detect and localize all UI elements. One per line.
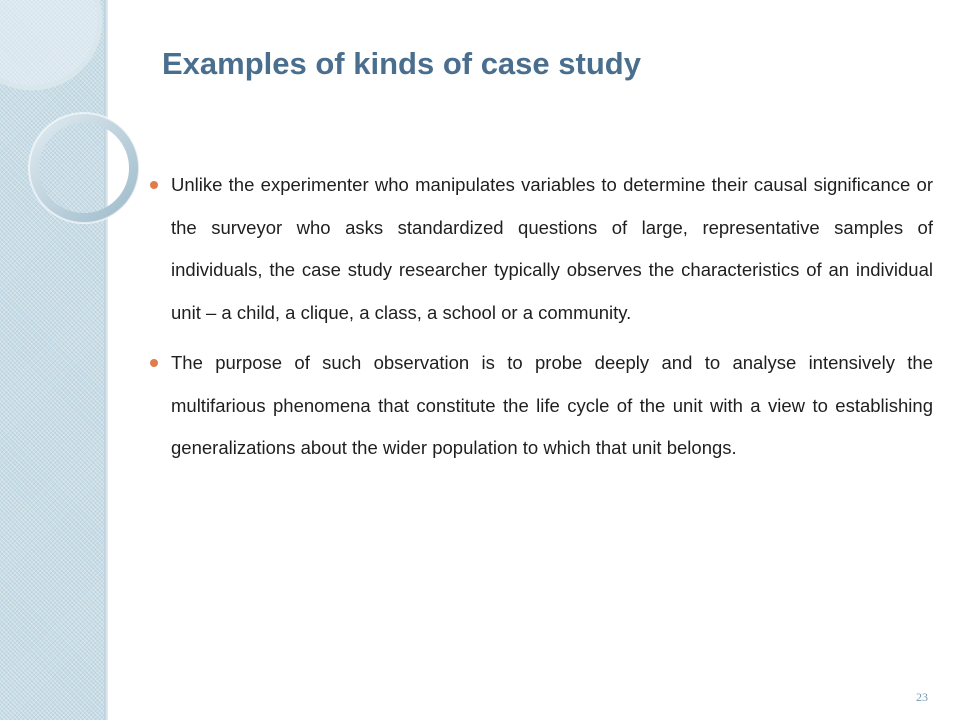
small-ring	[34, 118, 134, 218]
bullet-text: Unlike the experimenter who manipulates variables to determine their causal significance or the surveyor who asks standardized questions of large, representative samples of individuals, the case study researcher typically observes the characteristics of an individual unit – a child, a clique, a class, a school or a community.	[171, 174, 933, 323]
bullet-icon	[150, 181, 158, 189]
page-number: 23	[916, 690, 928, 704]
bullet-item	[147, 342, 933, 470]
large-ring	[0, 0, 100, 88]
bullet-text: The purpose of such observation is to probe deeply and to analyse intensively the multifarious phenomena that constitute the life cycle of the unit with a view to establishing generalizations about the wider population to which that unit belongs.	[171, 352, 933, 458]
bullet-list	[147, 164, 933, 478]
bullet-icon	[150, 359, 158, 367]
bullet-item	[147, 164, 933, 334]
slide-title: Examples of kinds of case study	[162, 46, 641, 81]
small-ring-highlight	[29, 113, 139, 223]
